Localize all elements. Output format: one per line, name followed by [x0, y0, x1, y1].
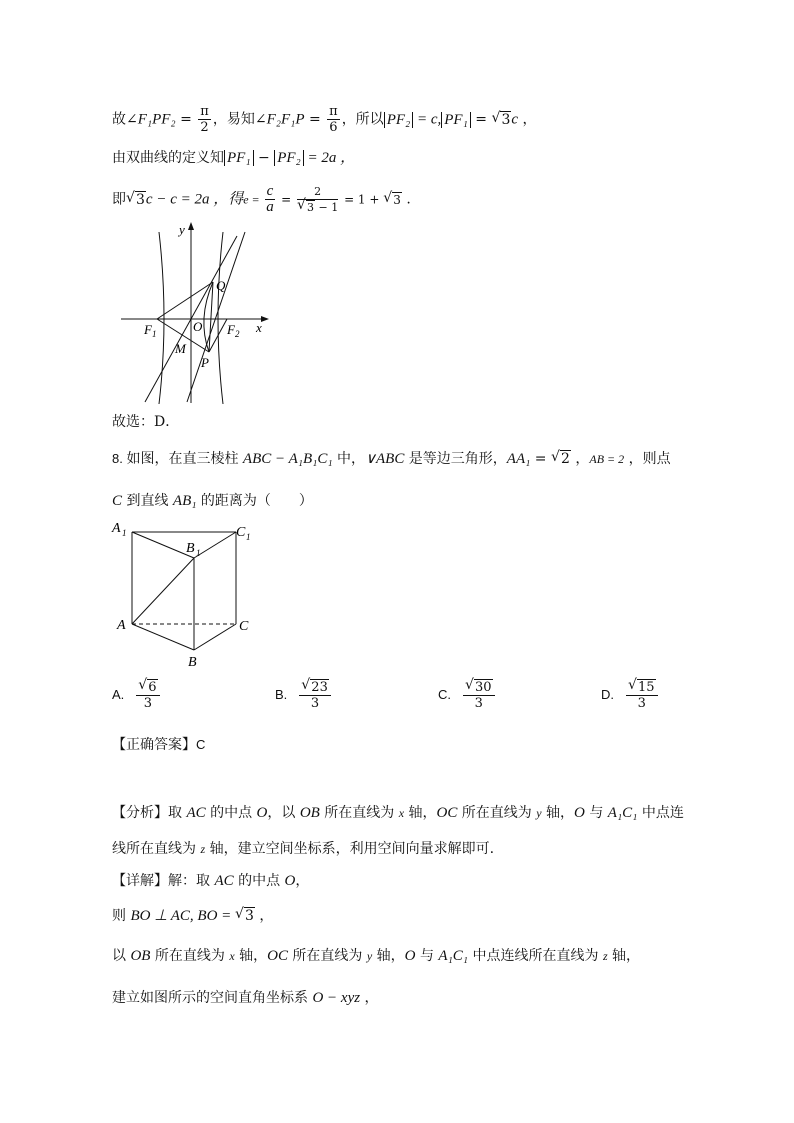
text: 所在直线为 [457, 805, 537, 821]
text: 是等边三角形， [404, 451, 507, 467]
math: z [200, 842, 206, 856]
radicand: 2 [560, 451, 570, 467]
label-B: B [188, 655, 197, 670]
fraction [297, 184, 338, 215]
asymptote-2 [187, 232, 245, 402]
numerator: c [266, 183, 274, 199]
option-label: B. [275, 687, 288, 702]
question-8-line-1 [112, 449, 671, 469]
sqrt [491, 110, 511, 130]
numerator: π [200, 104, 209, 119]
math: OB [299, 805, 320, 821]
answer-line: 故选：D． [112, 414, 180, 430]
text: 如图，在直三棱柱 [126, 451, 243, 467]
hyperbola-right-branch [218, 232, 223, 404]
math: C [112, 493, 123, 509]
hyperbola-left-branch [159, 232, 164, 404]
fraction [327, 104, 340, 135]
math: c [511, 111, 519, 128]
text: = [530, 451, 551, 467]
text: 的中点 [233, 873, 285, 889]
text: 与 [584, 805, 608, 821]
text: = [277, 192, 296, 207]
text: 取 [168, 805, 187, 821]
label-y: y [179, 222, 185, 237]
hyperbola-figure [115, 218, 275, 408]
text: 中点连 [637, 805, 684, 821]
option-b[interactable] [275, 680, 333, 711]
solution-line-3 [112, 184, 411, 215]
fraction [299, 680, 331, 711]
math: e = [243, 192, 263, 207]
label-A: A [117, 618, 126, 633]
text: = [470, 111, 492, 128]
segment-AB1 [132, 558, 194, 624]
label-C1-sub: 1 [246, 532, 251, 542]
math: O [404, 948, 416, 964]
radicand: 3 [307, 201, 315, 214]
math: O [574, 805, 585, 821]
label-C1: C [236, 525, 246, 540]
text: ， [295, 873, 310, 889]
text: ，所以 [341, 111, 384, 128]
text: 的中点 [205, 805, 257, 821]
math: OB [130, 948, 151, 964]
detail-line-3 [112, 946, 640, 966]
text: 建立如图所示的空间直角坐标系 [112, 990, 313, 1006]
math: O [284, 873, 296, 889]
fraction [626, 680, 658, 711]
radicand: 3 [393, 192, 401, 207]
edge-BC [194, 624, 236, 650]
radicand: 3 [245, 908, 254, 924]
text: ，则点 [624, 451, 671, 467]
option-c[interactable] [438, 680, 497, 711]
fraction [265, 184, 276, 215]
abs-value: PF₂ [384, 112, 414, 128]
text: 则 [112, 908, 131, 924]
math: AC [186, 805, 206, 821]
text: ， [254, 908, 274, 924]
denominator: a [266, 199, 274, 215]
math: x [398, 806, 405, 820]
segment-QP [209, 282, 213, 352]
correct-answer-line [112, 735, 205, 755]
fraction [198, 104, 211, 135]
denominator: 3 [474, 696, 483, 711]
denominator [297, 200, 338, 215]
radicand: 6 [148, 680, 157, 695]
math: OC [267, 948, 288, 964]
denominator: 3 [310, 696, 320, 711]
label-B1: B [186, 541, 195, 556]
text: 以 [112, 948, 131, 964]
correct-answer-value: C [196, 737, 206, 752]
text: 轴，建立空间坐标系，利用空间向量求解即可. [205, 841, 495, 857]
math: A₁C₁ [607, 805, 638, 821]
abs-value: PF₂ [274, 150, 304, 166]
text: 与 [415, 948, 439, 964]
sqrt [235, 906, 255, 926]
label-M: M [175, 341, 186, 356]
analysis-tag: 【分析】 [112, 805, 168, 821]
numerator: 2 [297, 184, 338, 200]
detail-line-2 [112, 906, 273, 926]
y-axis-arrow [188, 222, 194, 230]
prism-figure [110, 518, 260, 670]
text: − [253, 150, 275, 166]
text: 轴， [404, 805, 437, 821]
text: 即 [112, 191, 126, 208]
text: 轴， [607, 948, 641, 964]
text: 所在直线为 [287, 948, 367, 964]
option-label: C. [438, 687, 451, 702]
fraction [463, 680, 495, 711]
edge-A1B1 [132, 532, 194, 558]
text: 线所在直线为 [112, 841, 201, 857]
fraction [136, 680, 159, 711]
text: 到直线 [122, 493, 173, 509]
question-number: 8. [112, 451, 127, 466]
denominator: 3 [143, 696, 153, 711]
text: 故∠ [112, 111, 138, 128]
sqrt [383, 190, 402, 210]
text: 轴， [372, 948, 405, 964]
radicand: 15 [638, 680, 655, 695]
option-a[interactable] [112, 680, 162, 711]
math: F₁PF₂ [137, 111, 176, 128]
text: ， [570, 451, 590, 467]
detail-tag: 【详解】 [112, 873, 168, 889]
math: z [602, 949, 608, 963]
sqrt [297, 200, 315, 215]
math: F₂F₁P [266, 111, 305, 128]
correct-answer-tag: 【正确答案】 [112, 737, 196, 753]
math: BO ⊥ AC, BO = [130, 908, 236, 924]
text: − 1 [315, 201, 339, 214]
option-label: A. [112, 687, 125, 702]
math: A₁C₁ [438, 948, 469, 964]
sqrt [551, 449, 571, 469]
x-axis-arrow [261, 316, 269, 322]
analysis-line-2 [112, 839, 494, 859]
radicand: 3 [501, 111, 511, 128]
solution-line-2 [112, 148, 355, 168]
math: ABC − A₁B₁C₁ [242, 451, 333, 467]
edge-AB [132, 624, 194, 650]
label-F2-sub: 2 [235, 329, 240, 339]
denominator: 6 [329, 120, 338, 135]
solution-line-1 [112, 104, 537, 135]
math: y [366, 949, 373, 963]
math: ∨ABC [365, 451, 405, 467]
text: 中， [332, 451, 366, 467]
text: 中点连线所在直线为 [468, 948, 603, 964]
label-A1-sub: 1 [122, 528, 127, 538]
text: 轴， [234, 948, 268, 964]
math: AB₁ [172, 493, 197, 509]
math: AB = 2 [589, 452, 625, 466]
math: O − xyz [312, 990, 361, 1006]
text: 解：取 [168, 873, 215, 889]
label-O: O [193, 319, 203, 334]
math: y [536, 806, 542, 820]
numerator: π [329, 104, 338, 119]
text: ，以 [267, 805, 300, 821]
text: 由双曲线的定义知 [112, 150, 224, 166]
text: = 1 + [340, 192, 384, 207]
label-x: x [256, 320, 262, 335]
label-F2: F [227, 322, 235, 337]
label-C: C [239, 619, 249, 634]
math: O [256, 805, 268, 821]
option-label: D. [601, 687, 614, 702]
text: ，易知∠ [212, 111, 267, 128]
math: OC [436, 805, 458, 821]
label-A1: A [112, 521, 121, 536]
math: AC [214, 873, 234, 889]
question-8-line-2 [112, 491, 313, 511]
radicand: 30 [475, 680, 492, 695]
radicand: 23 [311, 680, 328, 695]
text: 所在直线为 [150, 948, 230, 964]
text: = [304, 111, 326, 128]
math: = 2a ， [303, 150, 356, 166]
sqrt [126, 190, 146, 210]
detail-line-1 [112, 871, 309, 891]
text: . [401, 191, 411, 208]
text: 所在直线为 [319, 805, 399, 821]
text: 的距离为（ ） [196, 493, 313, 509]
label-Q: Q [216, 278, 226, 293]
label-B1-sub: 1 [196, 548, 201, 558]
detail-line-4 [112, 988, 379, 1008]
label-F1-sub: 1 [152, 329, 157, 339]
abs-value: PF₁ [441, 112, 471, 128]
text: = [175, 111, 197, 128]
math: = c, [413, 111, 442, 128]
label-P: P [201, 355, 209, 370]
text: 轴， [541, 805, 575, 821]
denominator: 2 [200, 120, 209, 135]
analysis-line-1 [112, 803, 684, 823]
label-F1: F [144, 322, 152, 337]
text: ， [518, 111, 537, 128]
abs-value: PF₁ [224, 150, 254, 166]
math: c − c = 2a ，得 [145, 191, 244, 208]
denominator: 3 [637, 696, 646, 711]
math: x [229, 949, 235, 963]
radicand: 3 [136, 191, 145, 208]
option-d[interactable] [601, 680, 660, 711]
text: ， [360, 990, 379, 1006]
math: AA₁ [506, 451, 531, 467]
